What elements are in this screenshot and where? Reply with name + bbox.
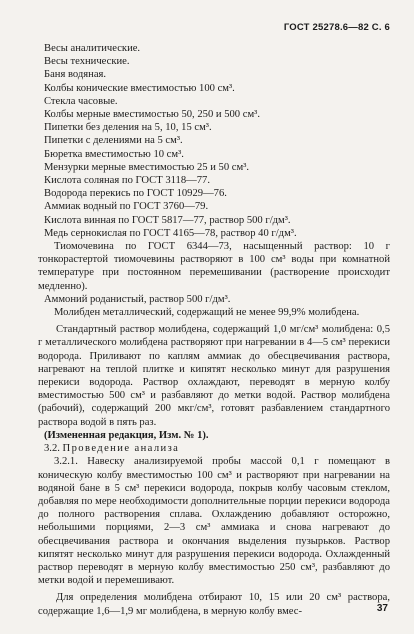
list-item: Водорода перекись по ГОСТ 10929—76. — [44, 188, 227, 200]
thiourea-paragraph: Тиомочевина по ГОСТ 6344—73, насыщенный раствор: 10 г тонкорастертой тиомочевины растворяют в 100 см³ воды при комнатной температуре при постоянном перемешивании (растворение происходит медленно). — [38, 241, 390, 292]
list-item: Весы аналитические. — [44, 43, 141, 54]
molybdenum-paragraph: Молибден металлический, содержащий не менее 99,9% молибдена. — [54, 307, 360, 319]
list-item: Пипетки без деления на 5, 10, 15 см³. — [44, 122, 212, 134]
list-item: Стекла часовые. — [44, 95, 118, 107]
list-item: Мензурки мерные вместимостью 25 и 50 см³. — [44, 161, 250, 173]
list-item: Весы технические. — [44, 56, 130, 68]
list-item: Баня водяная. — [44, 69, 107, 81]
section-number: 3.2. — [44, 443, 60, 455]
section-heading — [38, 442, 390, 455]
list-item: Колбы конические вместимостью 100 см³. — [44, 82, 235, 94]
page-header: ГОСТ 25278.6—82 С. 6 — [283, 22, 390, 33]
list-item: Кислота соляная по ГОСТ 3118—77. — [44, 175, 210, 187]
document-body — [38, 42, 390, 618]
list-item: Пипетки с делениями на 5 см³. — [44, 135, 183, 147]
section-title: Проведение анализа — [62, 443, 180, 455]
last-paragraph: Для определения молибдена отбирают 10, 15 или 20 см³ раствора, содержащие 1,6—1,9 мг молибдена, в мерную колбу вмес- — [38, 592, 390, 617]
paragraph-3-2-1: 3.2.1. Навеску анализируемой пробы массой 0,1 г помещают в коническую колбу вместимостью 100 см³ и растворяют при нагревании на водяной бане в 5 см³ перекиси водорода, покрыв колбу часовым стеклом, добавляя по мере необходимости дополнительные порции перекиси водорода до полного растворения сплава. Охлаждению добавляют осторожно, небольшими порциями, 2—3 см³ аммиака и снова нагревают до обесцвечивания раствора и окончания выделения пузырьков. Раствор кипятят несколько минут для разрушения перекиси водорода. Охлажденный раствор переводят в мерную колбу вместимостью 250 см³, разбавляют до метки водой и перемешивают. — [38, 456, 390, 587]
list-item: Бюретка вместимостью 10 см³. — [44, 148, 184, 160]
list-item: Колбы мерные вместимостью 50, 250 и 500 см³. — [44, 109, 260, 121]
revision-note: (Измененная редакция, Изм. № 1). — [44, 429, 209, 441]
page-number: 37 — [376, 603, 388, 614]
list-item: Медь сернокислая по ГОСТ 4165—78, раствор 40 г/дм³. — [44, 227, 297, 239]
standard-solution-paragraph: Стандартный раствор молибдена, содержащий 1,0 мг/см³ молибдена: 0,5 г металлического молибдена растворяют при нагревании в 4—5 см³ перекиси водорода. Приливают по каплям аммиак до обесцвечивания раствора, нагревают на теплой плитке и кипятят несколько минут для разрушения перекиси водорода. Раствор охлаждают, переводят в мерную колбу вместимостью 500 см³ и разбавляют до метки водой. Раствор молибдена (рабочий), содержащий 200 мкг/см³, готовят разбавлением стандартного раствора водой в пять раз. — [38, 324, 390, 428]
list-item: Кислота винная по ГОСТ 5817—77, раствор 500 г/дм³. — [44, 214, 291, 226]
list-item: Аммиак водный по ГОСТ 3760—79. — [44, 201, 209, 213]
ammonium-line: Аммоний роданистый, раствор 500 г/дм³. — [44, 293, 231, 305]
